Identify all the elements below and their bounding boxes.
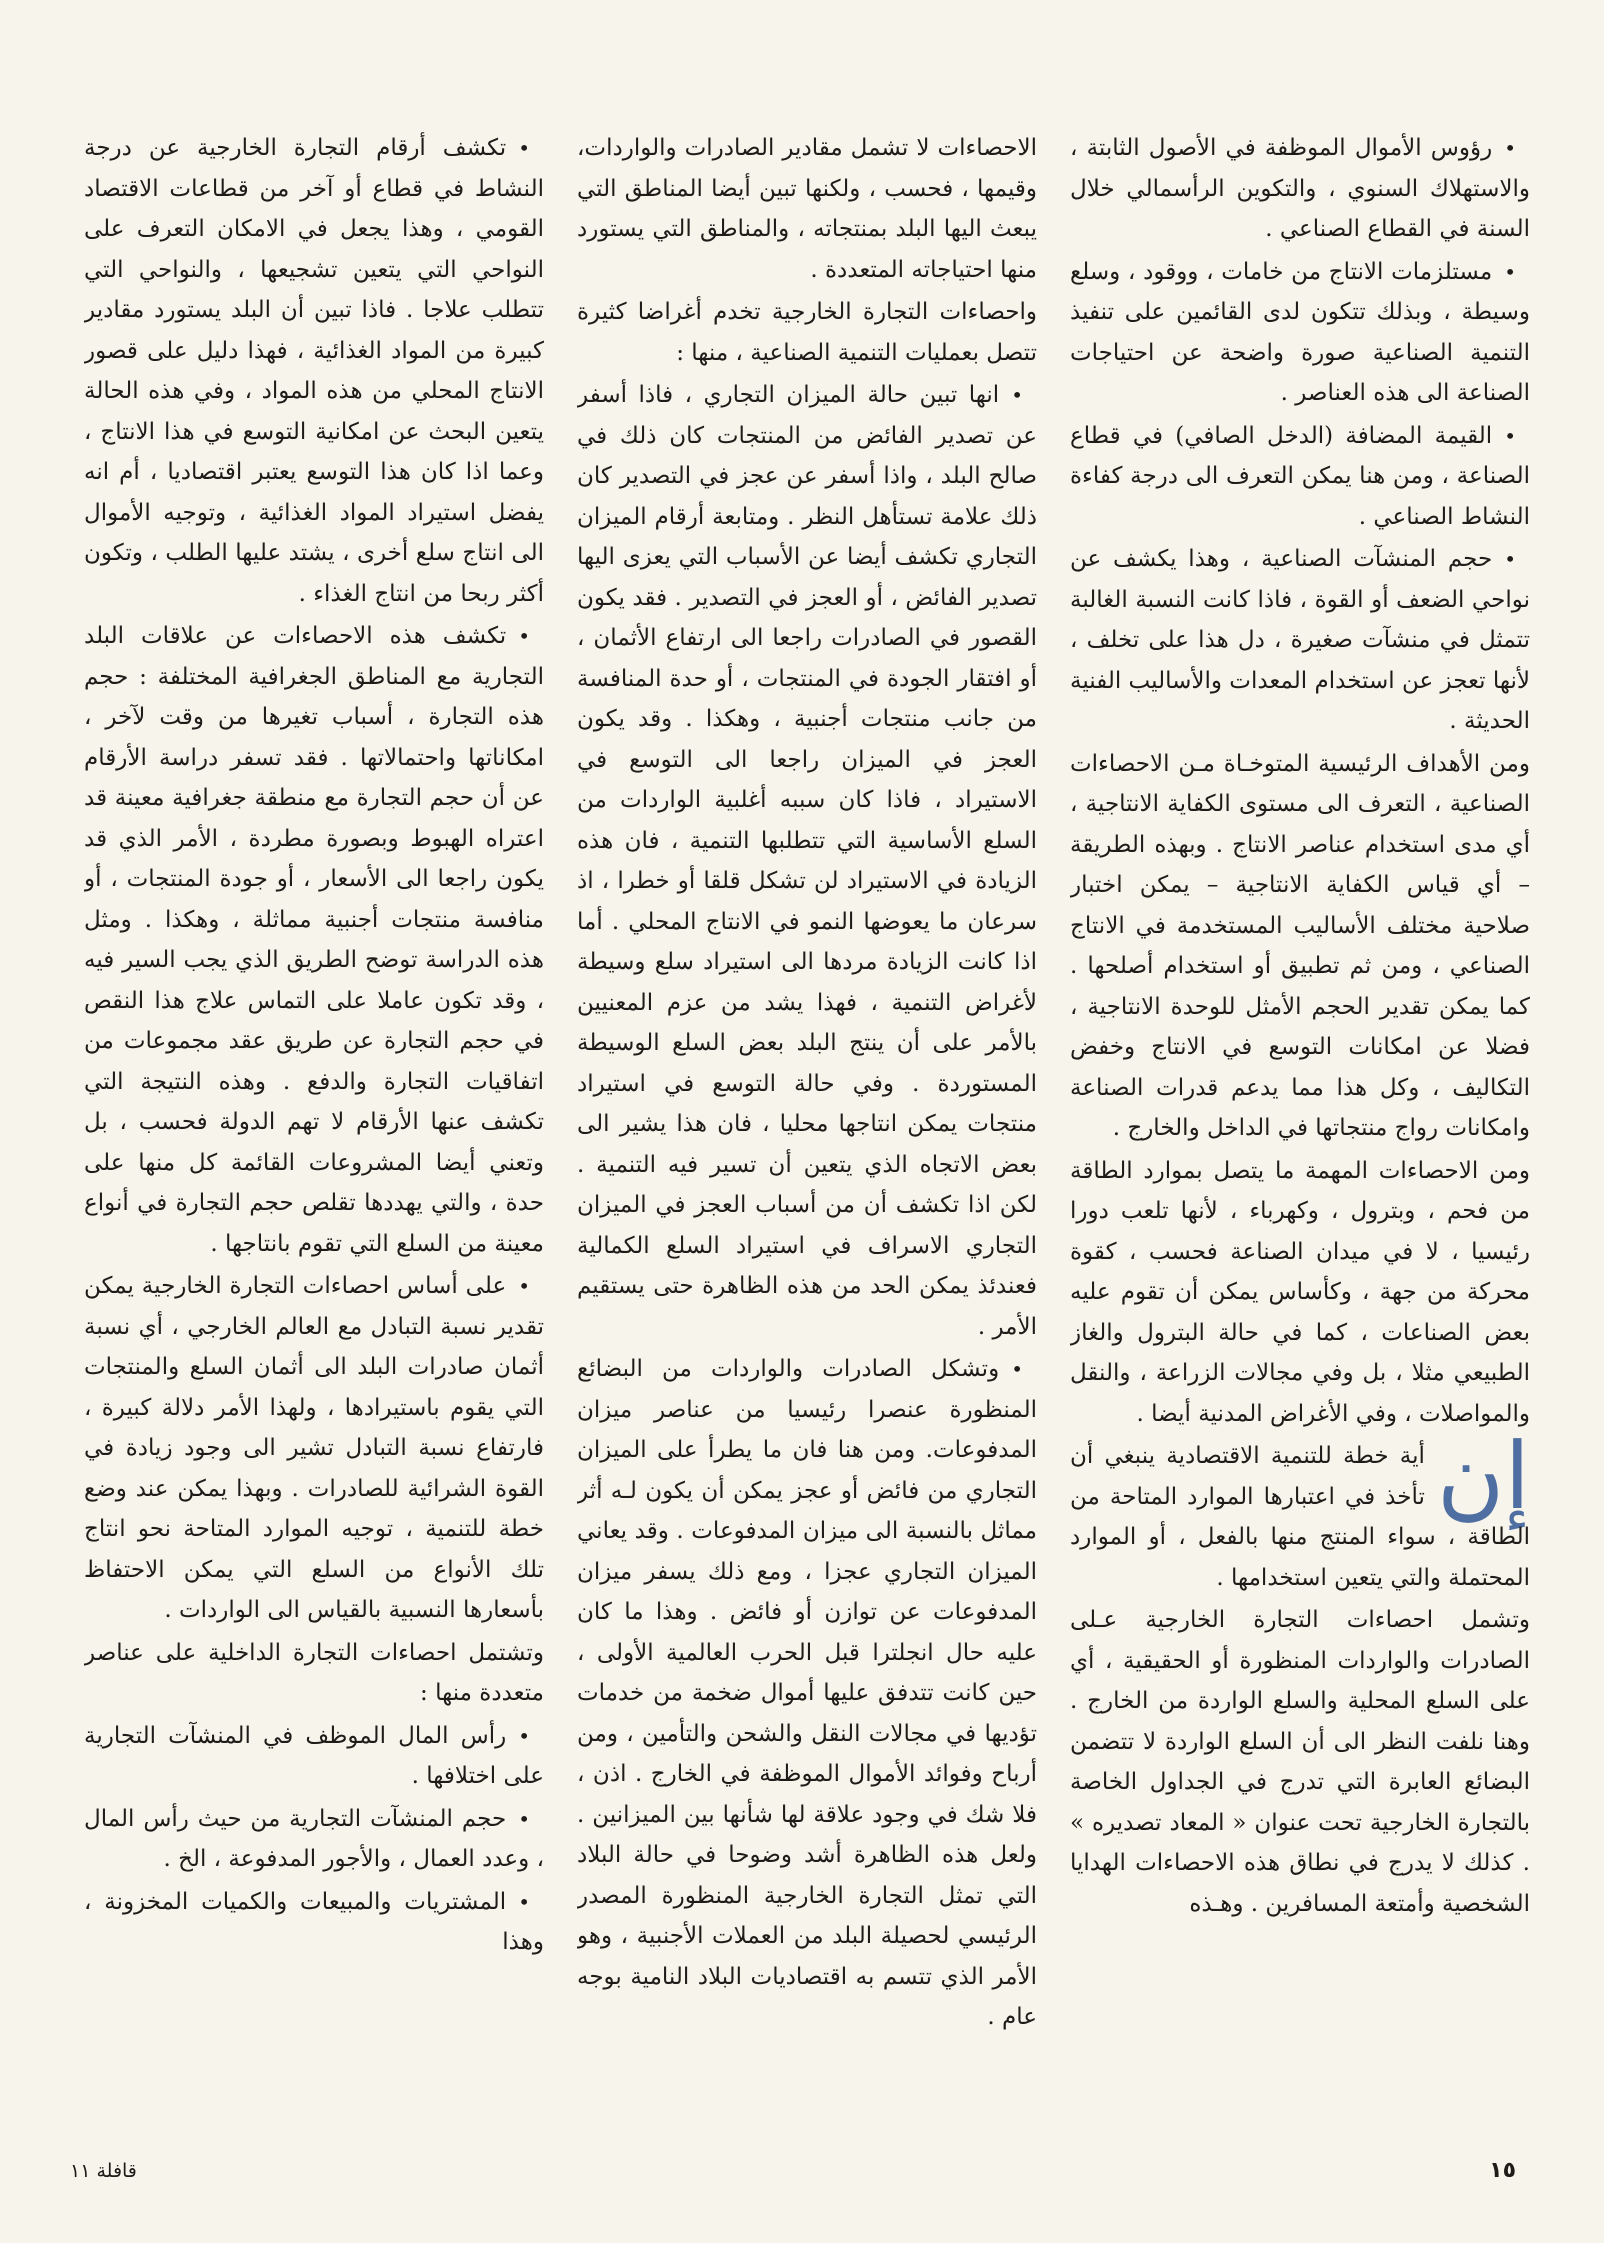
paragraph: الاحصاءات لا تشمل مقادير الصادرات والواردات، وقيمها ، فحسب ، ولكنها تبين أيضا المناطق التي يبعث اليها البلد بمنتجاته ، والمناطق التي يستورد منها احتياجاته المتعددة . bbox=[577, 135, 1037, 283]
paragraph: • حجم المنشآت التجارية من حيث رأس المال ، وعدد العمال ، والأجور المدفوعة ، الخ . bbox=[84, 1799, 544, 1880]
paragraph: وتشمل احصاءات التجارة الخارجية عـلى الصادرات والواردات المنظورة أو الحقيقية ، أي على السلع المحلية والسلع الواردة من الخارج . وهنا نلفت النظر الى أن السلع الواردة لا تتضمن البضائع العابرة التي تدرج في الجداول الخاصة بالتجارة الخارجية تحت عنوان « المعاد تصديره » . كذلك لا يدرج في نطاق هذه الاحصاءات الهدايا الشخصية وأمتعة المسافرين . وهـذه bbox=[1070, 1607, 1530, 1917]
paragraph: • تكشف هذه الاحصاءات عن علاقات البلد التجارية مع المناطق الجغرافية المختلفة : حجم هذه التجارة ، أسباب تغيرها من وقت لآخر ، امكاناتها واحتمالاتها . فقد تسفر دراسة الأرقام عن أن حجم التجارة مع منطقة جغرافية معينة قد اعتراه الهبوط وبصورة مطردة ، الأمر الذي قد يكون راجعا الى الأسعار ، أو جودة المنتجات ، أو منافسة منتجات أجنبية مماثلة ، وهكذا . ومثل هذه الدراسة توضح الطريق الذي يجب السير فيه ، وقد تكون عاملا على التماس علاج هذا النقص في حجم التجارة عن طريق عقد مجموعات من اتفاقيات التجارة والدفع . وهذه النتيجة التي تكشف عنها الأرقام لا تهم الدولة فحسب ، بل وتعني أيضا المشروعات القائمة كل منها على حدة ، والتي يهددها تقلص حجم التجارة في أنواع معينة من السلع التي تقوم بانتاجها . bbox=[84, 616, 544, 1264]
page-number: ١٥ bbox=[1489, 2158, 1516, 2183]
text-column-right bbox=[1070, 128, 1530, 2118]
dropcap-letter: إن bbox=[1436, 1423, 1530, 1530]
paragraph: • انها تبين حالة الميزان التجاري ، فاذا أسفر عن تصدير الفائض من المنتجات كان ذلك في صالح البلد ، واذا أسفر عن عجز في التصدير كان ذلك علامة تستأهل النظر . ومتابعة أرقام الميزان التجاري تكشف أيضا عن الأسباب التي يعزى اليها تصدير الفائض ، أو العجز في التصدير . فقد يكون القصور في الصادرات راجعا الى ارتفاع الأثمان ، أو افتقار الجودة في المنتجات ، أو حدة المنافسة من جانب منتجات أجنبية ، وهكذا . وقد يكون العجز في الميزان راجعا الى التوسع في الاستيراد ، فاذا كان سببه أغلبية الواردات من السلع الأساسية التي تتطلبها التنمية ، فان هذه الزيادة في الاستيراد لن تشكل قلقا أو خطرا ، اذ سرعان ما يعوضها النمو في الانتاج المحلي . أما اذا كانت الزيادة مردها الى استيراد سلع وسيطة لأغراض التنمية ، فهذا يشد من عزم المعنيين بالأمر على أن ينتج البلد بعض السلع الوسيطة المستوردة . وفي حالة التوسع في استيراد منتجات يمكن انتاجها محليا ، فان هذا يشير الى بعض الاتجاه الذي يتعين أن تسير فيه التنمية . لكن اذا تكشف أن من أسباب العجز في الميزان التجاري الاسراف في استيراد السلع الكمالية فعندئذ يمكن الحد من هذه الظاهرة حتى يستقيم الأمر . bbox=[577, 375, 1037, 1347]
text-column-left bbox=[84, 128, 544, 2118]
paragraph: • تكشف أرقام التجارة الخارجية عن درجة النشاط في قطاع أو آخر من قطاعات الاقتصاد القومي ، وهذا يجعل في الامكان التعرف على النواحي التي يتعين تشجيعها ، والنواحي التي تتطلب علاجا . فاذا تبين أن البلد يستورد مقادير كبيرة من المواد الغذائية ، فهذا دليل على قصور الانتاج المحلي من هذه المواد ، وفي هذه الحالة يتعين البحث عن امكانية التوسع في هذا الانتاج ، وعما اذا كان هذا التوسع يعتبر اقتصاديا ، أم انه يفضل استيراد المواد الغذائية ، وتوجيه الأموال الى انتاج سلع أخرى ، يشتد عليها الطلب ، وتكون أكثر ربحا من انتاج الغذاء . bbox=[84, 128, 544, 614]
paragraph: • وتشكل الصادرات والواردات من البضائع المنظورة عنصرا رئيسيا من عناصر ميزان المدفوعات. ومن هنا فان ما يطرأ على الميزان التجاري من فائض أو عجز يمكن أن يكون لـه أثر مماثل بالنسبة الى ميزان المدفوعات . وقد يعاني الميزان التجاري عجزا ، ومع ذلك يسفر ميزان المدفوعات عن توازن أو فائض . وهذا ما كان عليه حال انجلترا قبل الحرب العالمية الأولى ، حين كانت تتدفق عليها أموال ضخمة من خدمات تؤديها في مجالات النقل والشحن والتأمين ، ومن أرباح وفوائد الأموال الموظفة في الخارج . اذن ، فلا شك في وجود علاقة لها شأنها بين الميزانين . ولعل هذه الظاهرة أشد وضوحا في حالة البلاد التي تمثل التجارة الخارجية المنظورة المصدر الرئيسي لحصيلة البلد من العملات الأجنبية ، وهو الأمر الذي تتسم به اقتصاديات البلاد النامية بوجه عام . bbox=[577, 1349, 1037, 2038]
paragraph: وتشتمل احصاءات التجارة الداخلية على عناصر متعددة منها : bbox=[84, 1639, 544, 1706]
paragraph: ومن الأهداف الرئيسية المتوخـاة مـن الاحصاءات الصناعية ، التعرف الى مستوى الكفاية الانتاجية ، أي مدى استخدام عناصر الانتاج . وبهذه الطريقة – أي قياس الكفاية الانتاجية – يمكن اختبار صلاحية مختلف الأساليب المستخدمة في الانتاج الصناعي ، ومن ثم تطبيق أو استخدام أصلحها . كما يمكن تقدير الحجم الأمثل للوحدة الانتاجية ، فضلا عن امكانات التوسع في الانتاج وخفض التكاليف ، وكل هذا مما يدعم قدرات الصناعة وامكانات رواج منتجاتها في الداخل والخارج . bbox=[1070, 750, 1530, 1141]
paragraph: ومن الاحصاءات المهمة ما يتصل بموارد الطاقة من فحم ، وبترول ، وكهرباء ، لأنها تلعب دورا رئيسيا ، لا في ميدان الصناعة فحسب ، كقوة محركة من جهة ، وكأساس يمكن أن تقوم عليه بعض الصناعات ، كما في حالة البترول والغاز الطبيعي مثلا ، بل وفي مجالات الزراعة ، والنقل والمواصلات ، وفي الأغراض المدنية أيضا . bbox=[1070, 1157, 1530, 1427]
magazine-name: قافلة ١١ bbox=[70, 2160, 137, 2182]
paragraph: • القيمة المضافة (الدخل الصافي) في قطاع الصناعة ، ومن هنا يمكن التعرف الى درجة كفاءة النشاط الصناعي . bbox=[1070, 416, 1530, 538]
paragraph: • مستلزمات الانتاج من خامات ، ووقود ، وسلع وسيطة ، وبذلك تتكون لدى القائمين على تنفيذ التنمية الصناعية صورة واضحة عن احتياجات الصناعة الى هذه العناصر . bbox=[1070, 252, 1530, 414]
paragraph: أية خطة للتنمية الاقتصادية ينبغي أن تأخذ في اعتبارها الموارد المتاحة من الطاقة ، سواء المنتج منها بالفعل ، أو الموارد المحتملة والتي يتعين استخدامها . bbox=[1070, 1443, 1530, 1591]
paragraph: • رأس المال الموظف في المنشآت التجارية على اختلافها . bbox=[84, 1716, 544, 1797]
dropcap-paragraph bbox=[1070, 1423, 1530, 1598]
paragraph: • رؤوس الأموال الموظفة في الأصول الثابتة ، والاستهلاك السنوي ، والتكوين الرأسمالي خلال السنة في القطاع الصناعي . bbox=[1070, 128, 1530, 250]
paragraph: • على أساس احصاءات التجارة الخارجية يمكن تقدير نسبة التبادل مع العالم الخارجي ، أي نسبة أثمان صادرات البلد الى أثمان السلع والمنتجات التي يقوم باستيرادها ، ولهذا الأمر دلالة كبيرة ، فارتفاع نسبة التبادل تشير الى وجود زيادة في القوة الشرائية للصادرات . وبهذا يمكن عند وضع خطة للتنمية ، توجيه الموارد المتاحة نحو انتاج تلك الأنواع من السلع التي يمكن الاحتفاظ بأسعارها النسبية بالقياس الى الواردات . bbox=[84, 1266, 544, 1631]
text-column-middle bbox=[577, 128, 1037, 2118]
paragraph: • المشتريات والمبيعات والكميات المخزونة ، وهذا bbox=[84, 1882, 544, 1963]
paragraph: • حجم المنشآت الصناعية ، وهذا يكشف عن نواحي الضعف أو القوة ، فاذا كانت النسبة الغالبة تتمثل في منشآت صغيرة ، دل هذا على تخلف ، لأنها تعجز عن استخدام المعدات والأساليب الفنية الحديثة . bbox=[1070, 539, 1530, 742]
paragraph: واحصاءات التجارة الخارجية تخدم أغراضا كثيرة تتصل بعمليات التنمية الصناعية ، منها : bbox=[577, 299, 1037, 366]
